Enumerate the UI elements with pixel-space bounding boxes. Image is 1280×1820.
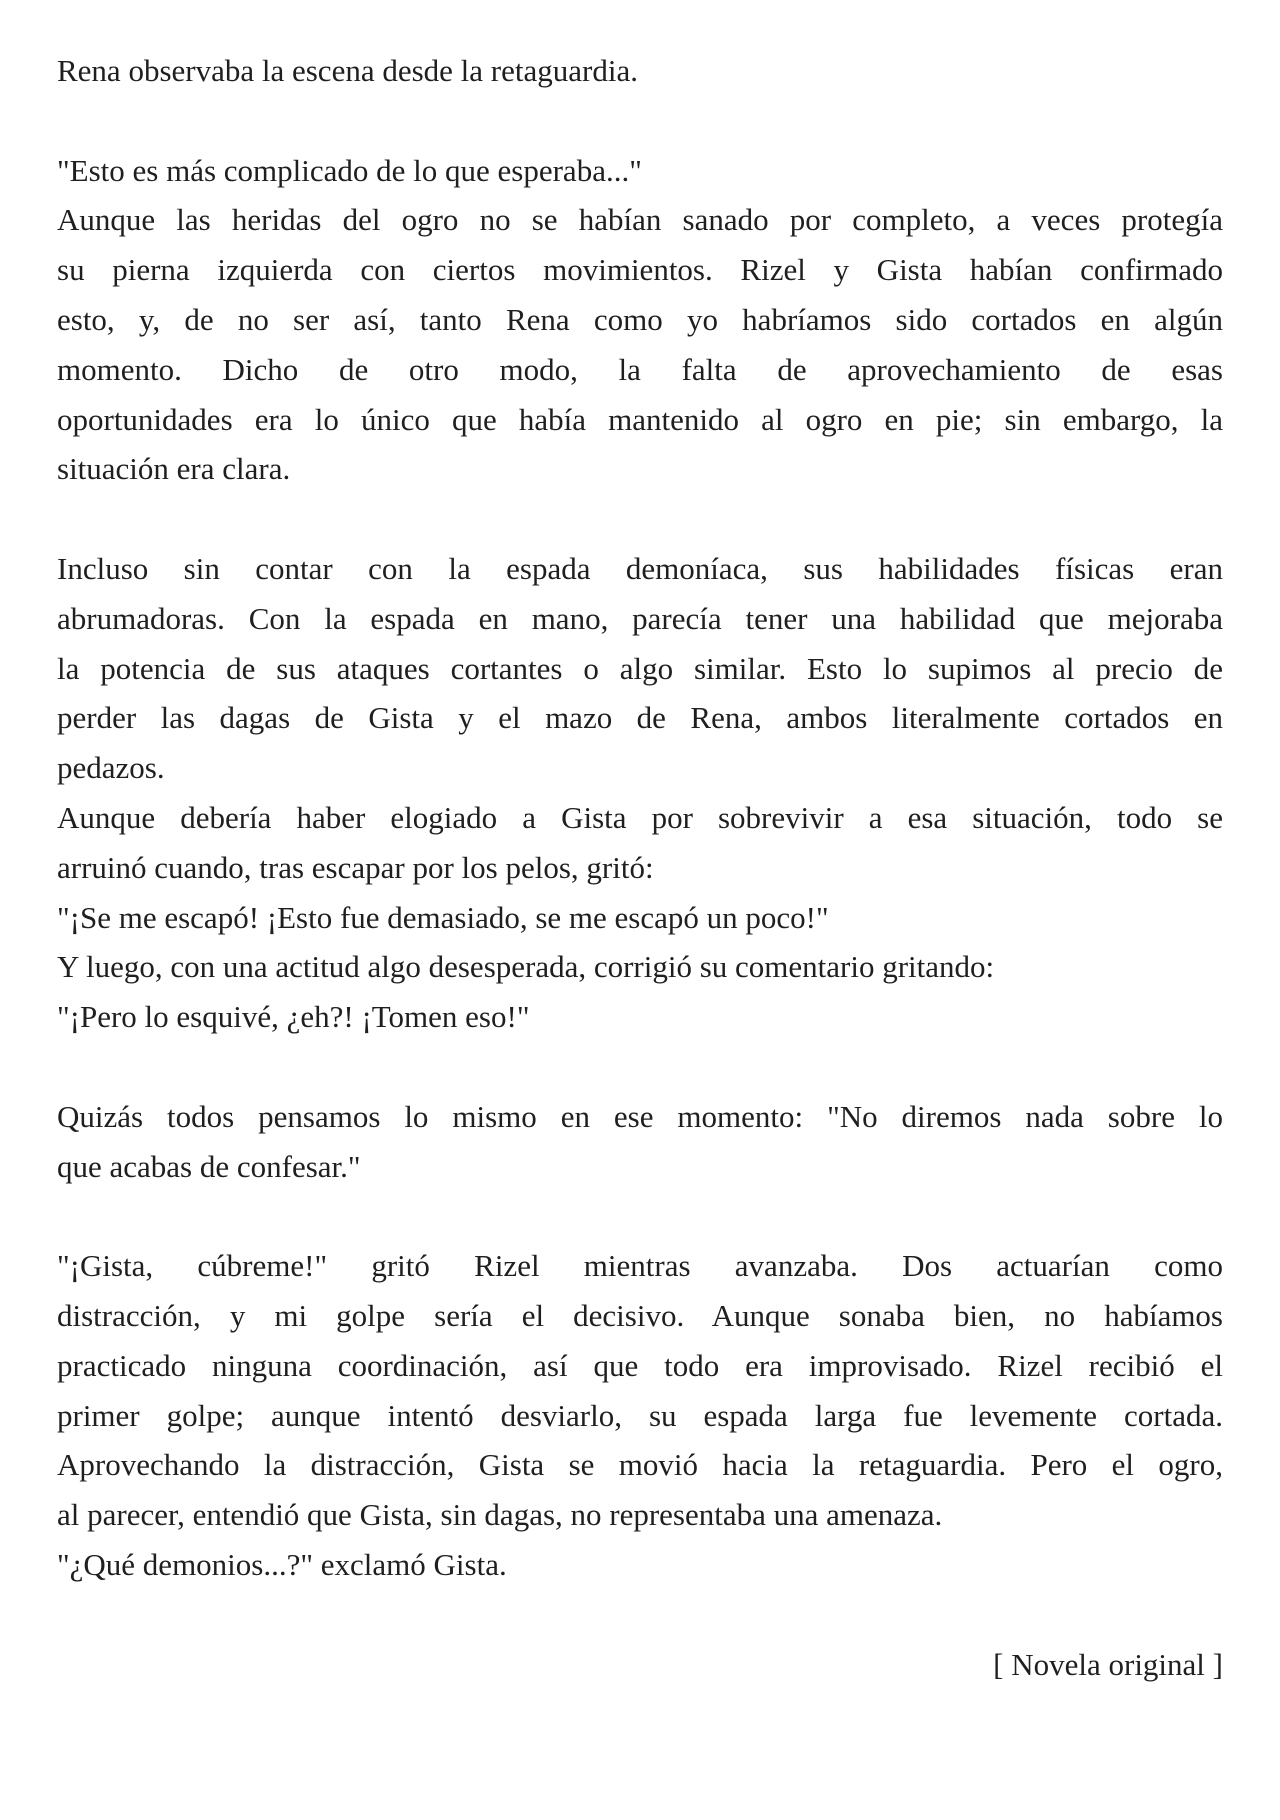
text-line: Aunque debería haber elogiado a Gista por sobrevivir a esa situación, todo se <box>57 799 1223 835</box>
text-line: pedazos. <box>57 750 165 786</box>
text-line: esto, y, de no ser así, tanto Rena como yo habríamos sido cortados en algún <box>57 301 1223 337</box>
text-line: "¡Pero lo esquivé, ¿eh?! ¡Tomen eso!" <box>57 999 530 1035</box>
paragraph-break <box>57 1042 1223 1092</box>
paragraph <box>57 544 1223 1042</box>
text-line: situación era clara. <box>57 451 291 487</box>
paragraph-break <box>57 1191 1223 1241</box>
text-line: oportunidades era lo único que había mantenido al ogro en pie; sin embargo, la <box>57 401 1223 437</box>
text-line: la potencia de sus ataques cortantes o algo similar. Esto lo supimos al precio de <box>57 650 1223 686</box>
text-line: "¡Gista, cúbreme!" gritó Rizel mientras avanzaba. Dos actuarían como <box>57 1248 1223 1284</box>
spacer <box>57 1590 1223 1640</box>
source-note: [ Novela original ] <box>993 1646 1223 1682</box>
text-line: practicado ninguna coordinación, así que todo era improvisado. Rizel recibió el <box>57 1347 1223 1383</box>
text-line: abrumadoras. Con la espada en mano, parecía tener una habilidad que mejoraba <box>57 600 1223 636</box>
text-line: "Esto es más complicado de lo que esperaba..." <box>57 152 642 188</box>
paragraph-break <box>57 96 1223 146</box>
text-line: Rena observaba la escena desde la retaguardia. <box>57 53 638 88</box>
paragraph-break <box>57 494 1223 544</box>
body-text <box>57 46 1223 1590</box>
text-line: Incluso sin contar con la espada demoníaca, sus habilidades físicas eran <box>57 550 1223 586</box>
text-line: arruinó cuando, tras escapar por los pelos, gritó: <box>57 849 654 885</box>
text-line: Aprovechando la distracción, Gista se movió hacia la retaguardia. Pero el ogro, <box>57 1447 1223 1483</box>
text-line: distracción, y mi golpe sería el decisivo. Aunque sonaba bien, no habíamos <box>57 1297 1223 1333</box>
text-line: Aunque las heridas del ogro no se habían sanado por completo, a veces protegía <box>57 202 1223 238</box>
text-line: su pierna izquierda con ciertos movimientos. Rizel y Gista habían confirmado <box>57 252 1223 288</box>
paragraph <box>57 46 1223 96</box>
text-line: perder las dagas de Gista y el mazo de Rena, ambos literalmente cortados en <box>57 700 1223 736</box>
text-line: "¡Se me escapó! ¡Esto fue demasiado, se me escapó un poco!" <box>57 899 829 935</box>
paragraph <box>57 146 1223 495</box>
text-line: primer golpe; aunque intentó desviarlo, su espada larga fue levemente cortada. <box>57 1397 1223 1433</box>
text-line: al parecer, entendió que Gista, sin dagas, no representaba una amenaza. <box>57 1497 943 1533</box>
paragraph <box>57 1092 1223 1192</box>
text-line: Quizás todos pensamos lo mismo en ese momento: "No diremos nada sobre lo <box>57 1098 1223 1134</box>
text-line: Y luego, con una actitud algo desesperada, corrigió su comentario gritando: <box>57 949 995 985</box>
text-line: momento. Dicho de otro modo, la falta de aprovechamiento de esas <box>57 351 1223 387</box>
text-line: que acabas de confesar." <box>57 1148 361 1184</box>
text-line: "¿Qué demonios...?" exclamó Gista. <box>57 1546 507 1582</box>
paragraph <box>57 1241 1223 1590</box>
